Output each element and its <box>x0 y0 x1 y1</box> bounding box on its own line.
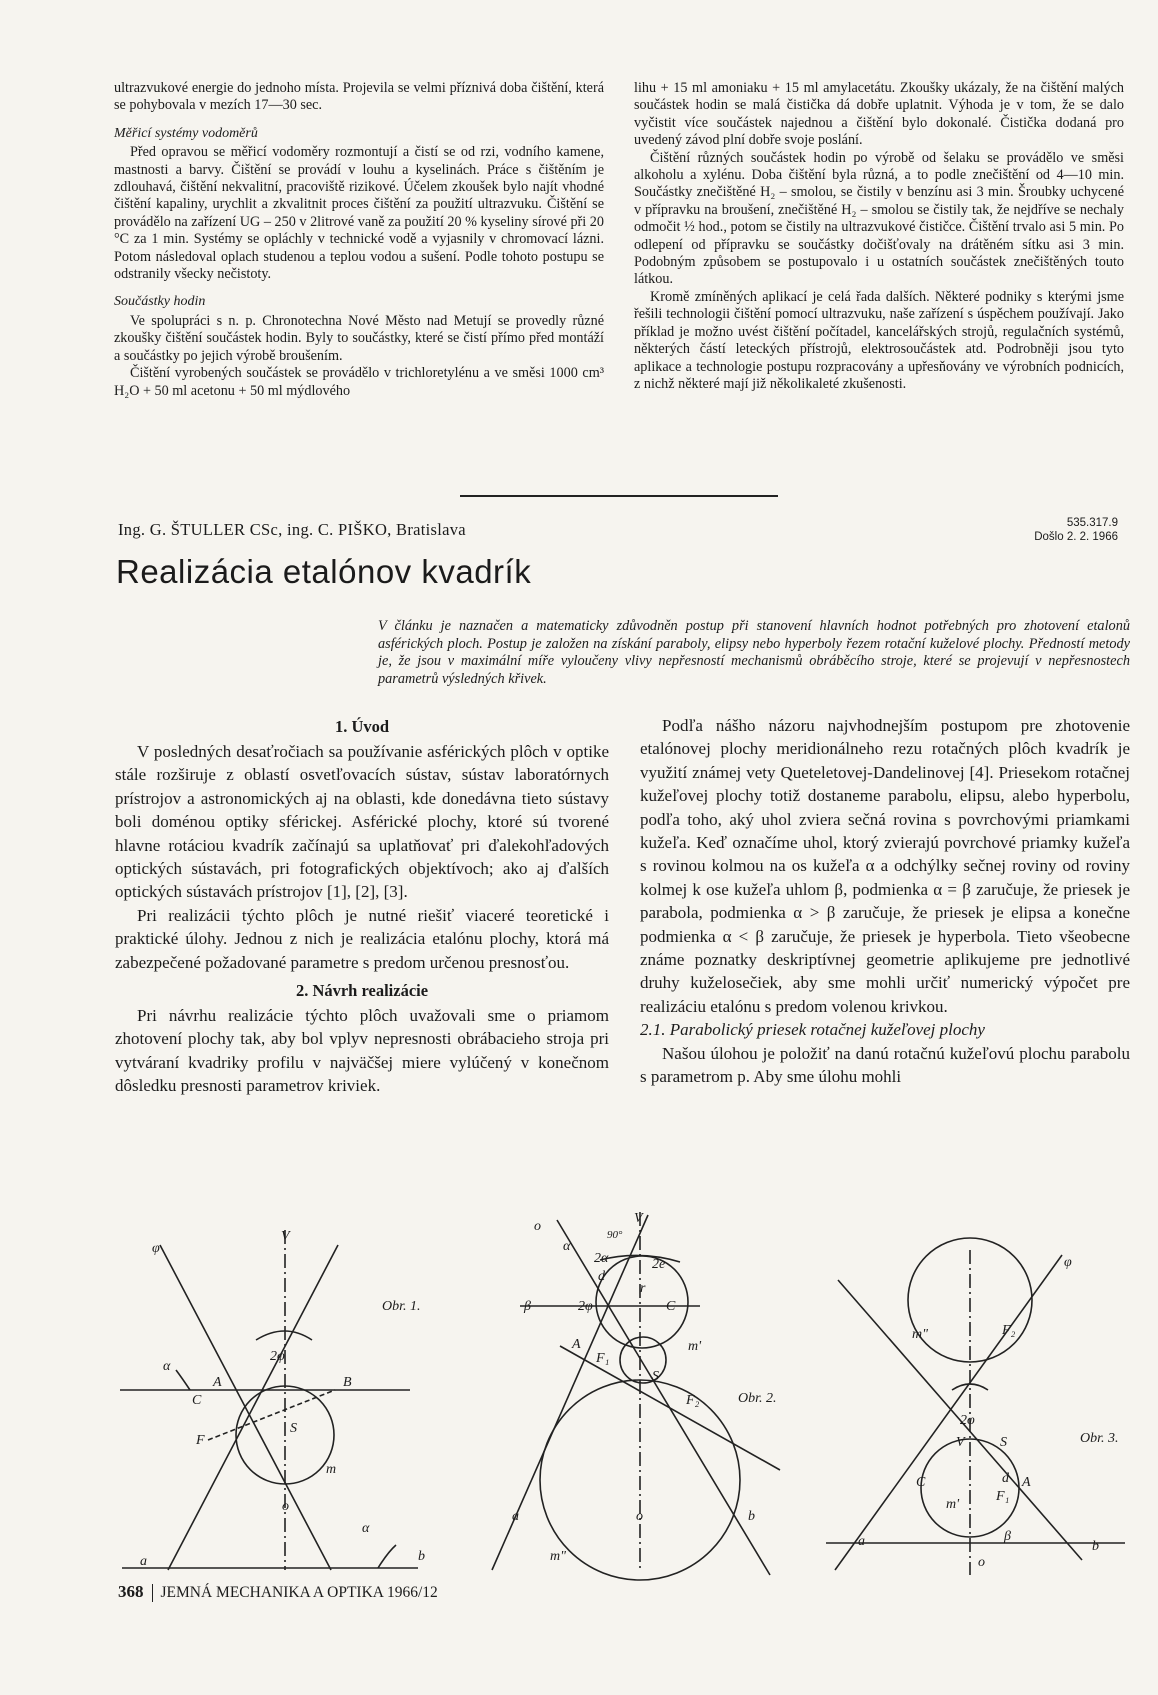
figure-label: r <box>640 1281 646 1296</box>
figure-label: β <box>1004 1529 1011 1544</box>
figure-label: B <box>343 1375 352 1390</box>
figure-label: V <box>281 1229 290 1244</box>
figure-label: V <box>956 1435 965 1450</box>
article-abstract: V článku je naznačen a matematicky zdůvodněn postup při stanovení hlavních hodnot potřebných pro zhotovení etalonů asférických ploch. Postup je založen na získání paraboly, elipsy nebo hyperboly řezem rotační kuželové plochy. Předností metody je, že jsou v maximální míře vyloučeny vlivy nepřesností mechanismů obráběcího stroje, které se projevují v nepřesnostech parametrů výsledných křivek. <box>378 618 1130 687</box>
figure-label: F₂ <box>1002 1323 1016 1338</box>
figure-label: b <box>1092 1539 1099 1554</box>
figure-label: F <box>196 1433 205 1448</box>
figure-caption: Obr. 1. <box>382 1299 421 1314</box>
figure-label: o <box>636 1509 643 1524</box>
page-footer <box>118 1582 438 1602</box>
paragraph: Podľa nášho názoru najvhodnejším postupom pre zhotovenie etalónovej plochy meridionálneho rezu rotačných plôch kvadrík je využití známej vety Queteletovej-Dandelinovej [4]. Priesekom rotačnej kužeľovej plochy totiž dostaneme parabolu, elipsu, alebo hyperbolu, podľa toho, aký uhol zviera sečná rovina s povrchovými priamkami kužeľa. Keď označíme uhol, ktorý zvierajú povrchové priamky kužeľa s rovinou kolmou na os kužeľa α a odchýlky sečnej roviny od roviny kolmej k ose kužeľa uhlom β, podmienka α = β zaručuje, že priesek je parabola, podmienka α > β zaručuje, že priesek je elipsa a konečne podmienka α < β zaručuje, že priesek je hyperbola. Tieto všeobecne známe poznatky deskriptívnej geometrie aplikujeme pre jednotlivé druhy kuželosečiek, aby sme mohli určiť numerický výpočet pre realizáciu etalónu s predom volenou krivkou. <box>640 716 1130 1016</box>
paragraph: Čištění vyrobených součástek se provádělo v trichloretylénu a ve směsi 1000 cm³ H₂O + 50 ml acetonu + 50 ml mýdlového <box>114 365 604 399</box>
section-heading: Součástky hodin <box>114 294 206 310</box>
paragraph: ultrazvukové energie do jednoho místa. Projevila se velmi příznivá doba čištění, která se pohybovala v mezích 17—30 sec. <box>114 80 604 114</box>
figure-label: m <box>326 1462 337 1477</box>
figure-label: β <box>524 1299 531 1314</box>
udc-code: 535.317.9 <box>1066 517 1118 529</box>
figure-label: C <box>916 1475 926 1490</box>
figure-label: φ <box>152 1241 160 1256</box>
figure-label: 2φ <box>960 1413 975 1428</box>
paragraph: Kromě zmíněných aplikací je celá řada dalších. Některé podniky s kterými jsme řešili technologii čištění pomocí ultrazvuku, naše zařízení s úspěchem používají. Jako příklad je možno uvést čištění počítadel, kancelářských strojů, regulačních systémů, některých částí leteckých přístrojů, elektrosoučástek atd. Podrobněji jsou tyto aplikace a technologie postupu rozpracovány a upřesňovány ve výrobních podnicích, z nichž některé mají již několikaleté zkušenosti. <box>634 288 1124 392</box>
figure-label: d <box>1002 1471 1009 1486</box>
figure-label: S <box>1000 1435 1007 1450</box>
figure-label: 90° <box>607 1229 623 1241</box>
figure-label: b <box>748 1509 755 1524</box>
figure-label: C <box>666 1299 676 1314</box>
figure-label: A <box>1022 1475 1031 1490</box>
paragraph: Našou úlohou je položiť na danú rotačnú kužeľovú plochu parabolu s parametrom p. Aby sme úlohu mohli <box>640 1043 1130 1087</box>
paragraph: Před opravou se měřicí vodoměry rozmontují a čistí se od rzi, vodního kamene, mastnosti a barvy. Čištění se provádí v louhu a kyselinách. Práce s čištěním je zdlouhavá, čištění nekvalitní, pracoviště rizikové. Účelem zkoušek bylo najít vhodné čištění kapaliny, urychlit a zkvalitnit proces čištění za použití ultrazvuku. Čištění se provádělo na zařízení UG – 250 v 2litrové vaně za použití 20 % kyseliny sírové při 20 °C za 1 min. Systémy se opláchly v technické vodě a vyjasnily v chromovací lázni. Potom následoval oplach studenou a teplou vodou a sušení. Podle tohoto postupu se odstranily všecky nečistoty. <box>114 144 604 283</box>
figure-label: 2φ <box>578 1299 593 1314</box>
figure-label: F₁ <box>596 1351 610 1366</box>
figure-label: o <box>978 1555 985 1570</box>
received-date: Došlo 2. 2. 1966 <box>1034 531 1118 543</box>
paragraph: Pri návrhu realizácie týchto plôch uvažovali sme o priamom zhotovení plochy tak, aby bol vplyv nepresnosti obrábacieho stroja pri vytváraní kvadriky profilu v najväčšej miere vylúčený v konečnom dôsledku presnosti parametrov kriviek. <box>115 1006 609 1096</box>
article-authors: Ing. G. ŠTULLER CSc, ing. C. PIŠKO, Bratislava <box>118 520 466 539</box>
figure-label: m" <box>912 1327 928 1342</box>
figure-label: 2α <box>594 1251 609 1266</box>
figure-label: α <box>163 1359 171 1374</box>
figure-label: α <box>362 1521 370 1536</box>
figure-label: F₁ <box>996 1489 1010 1504</box>
figure-label: S <box>290 1421 297 1436</box>
subsection-heading: 2.1. Parabolický priesek rotačnej kužeľovej plochy <box>640 1020 985 1040</box>
section-heading: 1. Úvod <box>334 717 390 736</box>
figure-caption: Obr. 3. <box>1080 1431 1119 1446</box>
figure-label: a <box>140 1554 147 1569</box>
figure-label: α <box>563 1239 571 1254</box>
figure-label: 2e <box>652 1257 666 1272</box>
footer-separator <box>152 1584 153 1602</box>
paragraph: lihu + 15 ml amoniaku + 15 ml amylacetátu. Zkoušky ukázaly, že na čištění malých součástek hodin se malá čistička dá dobře uplatnit. Výhoda je v tom, že se dalo vyčistit více součástek najednou a čištění bylo dokonalé. Čistička dodaná pro uvedený závod plní dobře svoje poslání. <box>634 80 1124 149</box>
paragraph: Čištění různých součástek hodin po výrobě od šelaku se provádělo ve směsi alkoholu a xylénu. Doba čištění byla různá, a to podle znečištění od 4—10 min. Součástky znečištěné H₂ – smolou, se čistily v benzínu asi 3 min. Šroubky uchycené v přípravku na broušení, znečištěné H₂ – smolou se čistily tak, že nejdříve se nechaly odmočit ½ hod., potom se čistily na ultrazvukové čističce. Čištění trvalo asi 5 min. Po odlepení od přípravku se součástky dočišťovaly na drátěném sítku asi 3 min. Podobným způsobem se postupovalo i u ostatních součástek znečištěných touto látkou. <box>634 149 1124 288</box>
figure-label: 2φ <box>270 1349 285 1364</box>
paragraph: V posledných desaťročiach sa používanie asférických plôch v optike stále rozširuje z oblastí osvetľovacích sústav, sústav laboratórnych prístrojov a astronomických aj na oblasti, kde donedávna tieto sústavy boli doménou optiky sférickej. Asférické plochy, ktoré sú tvorené hlavne rotáciou kvadrík začínajú sa uplatňovať pri ďalekohľadových optických sústavách, pri fotografických objektívoch; ako aj ďalších optických sústavách prístrojov [1], [2], [3]. <box>115 742 609 902</box>
figure-label: m' <box>946 1497 960 1512</box>
figure-label: b <box>418 1549 425 1564</box>
page-number: 368 <box>118 1582 144 1601</box>
figure-label: V <box>634 1211 643 1226</box>
figure-label: φ <box>1064 1255 1072 1270</box>
figure-label: d <box>598 1269 605 1284</box>
figure-label: o <box>282 1499 289 1514</box>
paragraph: Ve spolupráci s n. p. Chronotechna Nové Město nad Metují se provedly různé zkoušky čištění součástek hodin. Byly to součástky, které se čistí přímo před montáží a součástky po jejich výrobě broušením. <box>114 312 604 364</box>
figure-label: m' <box>688 1339 702 1354</box>
figure-label: S <box>652 1369 659 1384</box>
article-title: Realizácia etalónov kvadrík <box>116 553 532 590</box>
section-heading: Měřicí systémy vodoměrů <box>114 125 258 141</box>
figure-label: C <box>192 1393 202 1408</box>
journal-name: JEMNÁ MECHANIKA A OPTIKA 1966/12 <box>160 1584 438 1601</box>
paragraph: Pri realizácii týchto plôch je nutné riešiť viaceré teoretické i praktické úlohy. Jednou z nich je realizácia etalónu plochy, ktorá má zabezpečené požadované parametre s predom určenou presnosťou. <box>115 905 609 972</box>
figure-label: a <box>858 1534 865 1549</box>
figure-label: m" <box>550 1549 566 1564</box>
section-heading: 2. Návrh realizácie <box>295 981 429 1001</box>
figure-label: A <box>213 1375 222 1390</box>
figure-label: a <box>512 1509 519 1524</box>
figure-label: F₂ <box>686 1393 700 1408</box>
figure-caption: Obr. 2. <box>738 1391 777 1406</box>
figure-label: o <box>534 1219 541 1234</box>
figure-label: A <box>572 1337 581 1352</box>
